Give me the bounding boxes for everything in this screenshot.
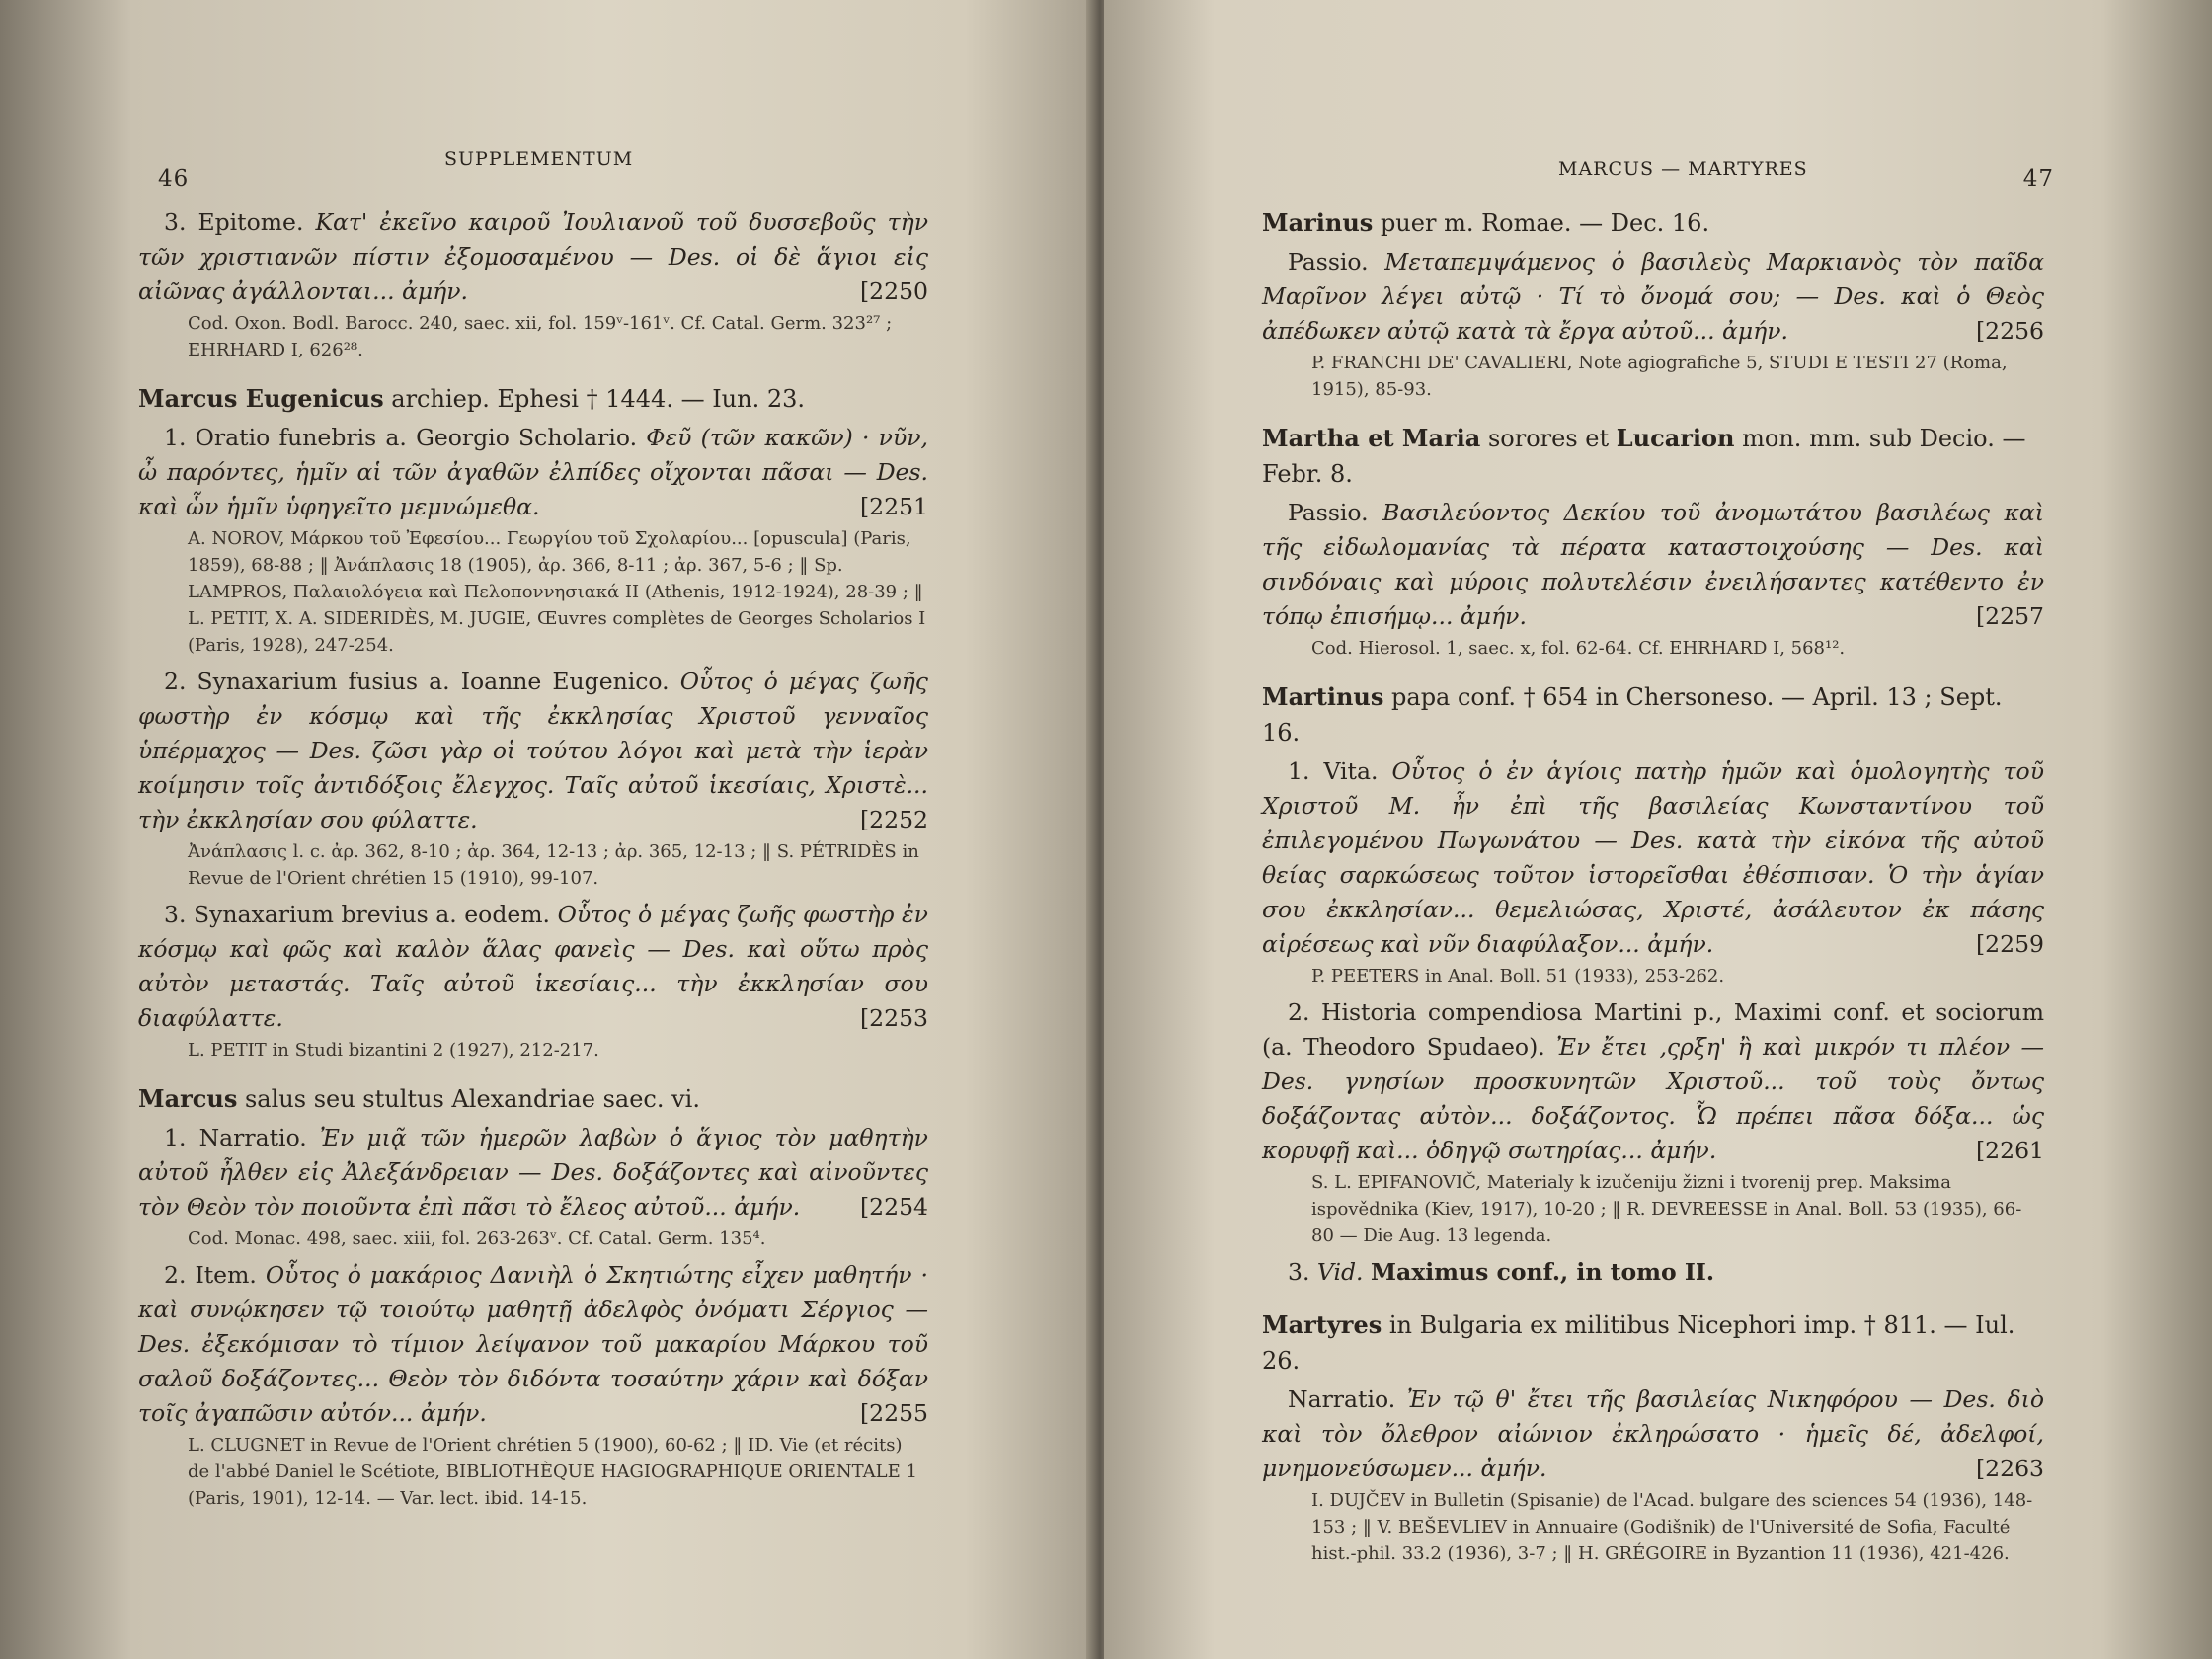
item-number: 3.	[1288, 1258, 1310, 1286]
item-lead: Passio.	[1288, 248, 1369, 276]
item-lead: Historia compendiosa Martini p., Maximi conf. et sociorum (a. Theodoro Spudaeo).	[1262, 998, 2044, 1061]
item-lead: Synaxarium brevius a. eodem.	[193, 901, 551, 928]
right-running-head	[1262, 148, 2054, 192]
entry-heading	[138, 1081, 928, 1117]
item	[1262, 245, 2044, 349]
bibliography: Cod. Hierosol. 1, saec. x, fol. 62-64. Cf. EHRHARD I, 568¹².	[1311, 638, 1846, 659]
bhg-number: [2255	[860, 1399, 928, 1427]
bibliography: Ἀνάπλασις l. c. ἀρ. 362, 8-10 ; ἀρ. 364, 12-13 ; ἀρ. 365, 12-13 ; ‖ S. PÉTRIDÈS in Revue de l'Orient chrétien 15 (1910), 99-107.	[188, 841, 919, 889]
bibliography: L. PETIT in Studi bizantini 2 (1927), 212-217.	[188, 1040, 599, 1061]
item-text: Ἐν μιᾷ τῶν ἡμερῶν λαβὼν ὁ ἅγιος τὸν μαθητὴν αὐτοῦ ἦλθεν εἰς Ἀλεξάνδρειαν — Des. δοξάζοντες καὶ αἰνοῦντες τὸν Θεὸν τὸν ποιοῦντα ἐπὶ πᾶσι τὸ ἔλεος αὐτοῦ... ἀμήν.	[138, 1124, 928, 1221]
item-text: Maximus conf., in tomo II.	[1370, 1258, 1715, 1286]
saint-name: Martha et Maria	[1262, 424, 1481, 452]
saint-name: Martinus	[1262, 682, 1384, 711]
page-number: 46	[158, 166, 190, 192]
item-text: Μεταπεμψάμενος ὁ βασιλεὺς Μαρκιανὸς τὸν παῖδα Μαρῖνον λέγει αὐτῷ · Τί τὸ ὄνομά σου; — Des. καὶ ὁ Θεὸς ἀπέδωκεν αὐτῷ κατὰ τὰ ἔργα αὐτοῦ... ἀμήν.	[1262, 248, 2044, 345]
left-page	[0, 0, 1096, 1659]
item-text: Οὗτος ὁ μέγας ζωῆς φωστὴρ ἐν κόσμῳ καὶ φῶς καὶ καλὸν ἅλας φανεὶς — Des. καὶ οὕτω πρὸς αὐτὸν μεταστάς. Ταῖς αὐτοῦ ἱκεσίαις... τὴν ἐκκλησίαν σου διαφύλαττε.	[138, 901, 928, 1032]
bibliography: Cod. Oxon. Bodl. Barocc. 240, saec. xii, fol. 159ᵛ-161ᵛ. Cf. Catal. Germ. 323²⁷ ; EHRHARD I, 626²⁸.	[188, 313, 893, 360]
bhg-number: [2257	[1976, 602, 2044, 630]
item-text: Οὗτος ὁ μέγας ζωῆς φωστὴρ ἐν κόσμῳ καὶ τῆς ἐκκλησίας Χριστοῦ γενναῖος ὑπέρμαχος — Des. ζῶσι γὰρ οἱ τούτου λόγοι καὶ μετὰ τὴν ἱερὰν κοίμησιν τοῖς ἀντιδόξοις ἔλεγχος. Ταῖς αὐτοῦ ἱκεσίαις, Χριστὲ... τὴν ἐκκλησίαν σου φύλαττε.	[138, 668, 928, 833]
bhg-number: [2261	[1976, 1137, 2044, 1164]
item-lead: Passio.	[1288, 499, 1369, 526]
item-number: 2.	[1288, 998, 1310, 1026]
bhg-number: [2253	[860, 1004, 928, 1032]
entry-epitome	[138, 205, 928, 363]
item-text: Κατ' ἐκεῖνο καιροῦ Ἰουλιανοῦ τοῦ δυσσεβοῦς τὴν τῶν χριστιανῶν πίστιν ἐξομοσαμένου — Des. οἱ δὲ ἅγιοι εἰς αἰῶνας ἀγάλλονται... ἀμήν.	[138, 208, 928, 305]
saint-name: Marcus	[138, 1084, 238, 1113]
item-text: Οὗτος ὁ μακάριος Δανιὴλ ὁ Σκητιώτης εἶχεν μαθητήν · καὶ συνῴκησεν τῷ τοιούτῳ μαθητῇ ἀδελφὸς ὀνόματι Σέργιος — Des. ἐξεκόμισαν τὸ τίμιον λείψανον τοῦ μακαρίου Μάρκου τοῦ σαλοῦ δοξάζοντες... Θεὸν τὸν διδόντα τοσαύτην χάριν καὶ δόξαν τοῖς ἀγαπῶσιν αὐτόν... ἀμήν.	[138, 1261, 928, 1427]
saint-name: Marcus Eugenicus	[138, 384, 384, 413]
bhg-number: [2251	[860, 493, 928, 520]
saint-name-2: Lucarion	[1616, 424, 1735, 452]
item-lead: Synaxarium fusius a. Ioanne Eugenico.	[197, 668, 670, 695]
item	[138, 1258, 928, 1431]
item	[1262, 1255, 2044, 1290]
item-number: 2.	[164, 1261, 187, 1289]
bhg-number: [2250	[860, 277, 928, 305]
bibliography: P. PEETERS in Anal. Boll. 51 (1933), 253-262.	[1311, 966, 1725, 987]
entry-heading	[1262, 421, 2044, 492]
saint-description: papa conf. † 654 in Chersoneso. — April. 13 ; Sept. 16.	[1262, 683, 2003, 747]
item	[1262, 1382, 2044, 1486]
bibliography: I. DUJČEV in Bulletin (Spisanie) de l'Acad. bulgare des sciences 54 (1936), 148-153 ; ‖ V. BEŠEVLIEV in Annuaire (Godišnik) de l'Université de Sofia, Faculté hist.-phil. 33.2 (1936), 3-7 ; ‖ H. GRÉGOIRE in Byzantion 11 (1936), 421-426.	[1311, 1490, 2033, 1564]
saint-name: Marinus	[1262, 208, 1374, 237]
item-number: 2.	[164, 668, 187, 695]
bhg-number: [2252	[860, 806, 928, 833]
item	[138, 1121, 928, 1224]
entry-heading	[1262, 679, 2044, 750]
item	[138, 205, 928, 309]
item-text: Ἐν τῷ θ' ἔτει τῆς βασιλείας Νικηφόρου — Des. διὸ καὶ τὸν ὄλεθρον αἰώνιον ἐκληρώσατο · ἡμεῖς δέ, ἀδελφοί, μνημονεύσωμεν... ἀμήν.	[1262, 1385, 2044, 1482]
item-number: 3.	[164, 208, 187, 236]
item	[1262, 995, 2044, 1168]
entry-martha-maria	[1262, 421, 2044, 662]
bibliography: A. NOROV, Μάρκου τοῦ Ἐφεσίου... Γεωργίου τοῦ Σχολαρίου... [opuscula] (Paris, 1859), 68-88 ; ‖ Ἀνάπλασις 18 (1905), ἀρ. 366, 8-11 ; ἀρ. 367, 5-6 ; ‖ Sp. LAMPROS, Παλαιολόγεια καὶ Πελοποννησιακά II (Athenis, 1912-1924), 28-39 ; ‖ L. PETIT, X. A. SIDERIDÈS, M. JUGIE, Œuvres complètes de Georges Scholarios I (Paris, 1928), 247-254.	[188, 528, 926, 656]
item	[138, 665, 928, 837]
entry-marcus-eugenicus	[138, 381, 928, 1064]
saint-description: puer m. Romae. — Dec. 16.	[1380, 209, 1710, 237]
page-number: 47	[2022, 166, 2054, 192]
item-lead: Item.	[195, 1261, 257, 1289]
running-head-title: MARCUS — MARTYRES	[1558, 158, 1808, 180]
item-lead: Epitome.	[198, 208, 304, 236]
entry-marcus-salus	[138, 1081, 928, 1512]
item-text: Φεῦ (τῶν κακῶν) · νῦν, ὦ παρόντες, ἡμῖν αἱ τῶν ἀγαθῶν ἐλπίδες οἴχονται πᾶσαι — Des. καὶ ὧν ἡμῖν ὑφηγεῖτο μεμνώμεθα.	[138, 424, 928, 520]
bibliography: P. FRANCHI DE' CAVALIERI, Note agiografiche 5, STUDI E TESTI 27 (Roma, 1915), 85-93.	[1311, 353, 2008, 400]
bhg-number: [2259	[1976, 930, 2044, 958]
item-lead: Vita.	[1323, 757, 1379, 785]
item-number: 1.	[1288, 757, 1310, 785]
item-text: Οὗτος ὁ ἐν ἁγίοις πατὴρ ἡμῶν καὶ ὁμολογητὴς τοῦ Χριστοῦ Μ. ἦν ἐπὶ τῆς βασιλείας Κωνσταντίνου τοῦ ἐπιλεγομένου Πωγωνάτου — Des. κατὰ τὴν εἰκόνα τῆς αὐτοῦ θείας σαρκώσεως τοῦτον ἱστορεῖσθαι ἐθέσπισαν. Ὁ τὴν ἁγίαν σου ἐκκλησίαν... θεμελιώσας, Χριστέ, ἀσάλευτον ἐκ πάσης αἱρέσεως καὶ νῦν διαφύλαξον... ἀμήν.	[1262, 757, 2044, 958]
item-lead: Narratio.	[1288, 1385, 1396, 1413]
saint-description: in Bulgaria ex militibus Nicephori imp. † 811. — Iul. 26.	[1262, 1311, 2015, 1375]
entry-martinus	[1262, 679, 2044, 1290]
right-page	[1104, 0, 2212, 1659]
item	[138, 898, 928, 1036]
item-number: 1.	[164, 1124, 187, 1151]
item-text: Βασιλεύοντος Δεκίου τοῦ ἀνομωτάτου βασιλέως καὶ τῆς εἰδωλομανίας τὰ πέρατα καταστοιχούσης — Des. καὶ σινδόναις καὶ μύροις πολυτελέσιν ἐνειλήσαντες κατέθεντο ἐν τόπῳ ἐπισήμῳ... ἀμήν.	[1262, 499, 2044, 630]
saint-description: sorores et	[1487, 425, 1610, 452]
saint-description: archiep. Ephesi † 1444. — Iun. 23.	[391, 385, 806, 413]
running-head-title: SUPPLEMENTUM	[444, 148, 634, 170]
bibliography: S. L. EPIFANOVIČ, Materialy k izučeniju žizni i tvorenij prep. Maksima ispovědnika (Kiev, 1917), 10-20 ; ‖ R. DEVREESSE in Anal. Boll. 53 (1935), 66-80 — Die Aug. 13 legenda.	[1311, 1172, 2022, 1246]
item	[1262, 754, 2044, 962]
item	[138, 421, 928, 524]
bibliography: Cod. Monac. 498, saec. xiii, fol. 263-263ᵛ. Cf. Catal. Germ. 135⁴.	[188, 1228, 766, 1249]
entry-heading	[1262, 1307, 2044, 1379]
left-running-head	[138, 148, 928, 192]
bibliography: L. CLUGNET in Revue de l'Orient chrétien 5 (1900), 60-62 ; ‖ ID. Vie (et récits) de l'abbé Daniel le Scétiote, BIBLIOTHÈQUE HAGIOGRAPHIQUE ORIENTALE 1 (Paris, 1901), 12-14. — Var. lect. ibid. 14-15.	[188, 1435, 917, 1509]
saint-description: salus seu stultus Alexandriae saec. vi.	[244, 1085, 700, 1113]
item-lead: Narratio.	[198, 1124, 307, 1151]
entry-heading	[1262, 205, 2044, 241]
bhg-number: [2256	[1976, 317, 2044, 345]
bhg-number: [2254	[860, 1193, 928, 1221]
saint-description: mon. mm. sub Decio. — Febr. 8.	[1262, 425, 2026, 488]
bhg-number: [2263	[1976, 1455, 2044, 1482]
entry-marinus	[1262, 205, 2044, 403]
entry-heading	[138, 381, 928, 417]
entry-martyres-bulgaria	[1262, 1307, 2044, 1567]
item-number: 3.	[164, 901, 187, 928]
saint-name: Martyres	[1262, 1310, 1382, 1339]
item-number: 1.	[164, 424, 187, 451]
item-lead: Vid.	[1316, 1258, 1364, 1286]
item	[1262, 496, 2044, 634]
item-text: Ἐν ἔτει ‚ςρξη' ἢ καὶ μικρόν τι πλέον — Des. γνησίων προσκυνητῶν Χριστοῦ... τοῦ τοὺς ὄντως δοξάζοντας αὐτὸν... δοξάζοντος. Ὧ πρέπει πᾶσα δόξα... ὡς κορυφῇ καὶ... ὁδηγῷ σωτηρίας... ἀμήν.	[1262, 1033, 2044, 1164]
item-lead: Oratio funebris a. Georgio Scholario.	[195, 424, 638, 451]
